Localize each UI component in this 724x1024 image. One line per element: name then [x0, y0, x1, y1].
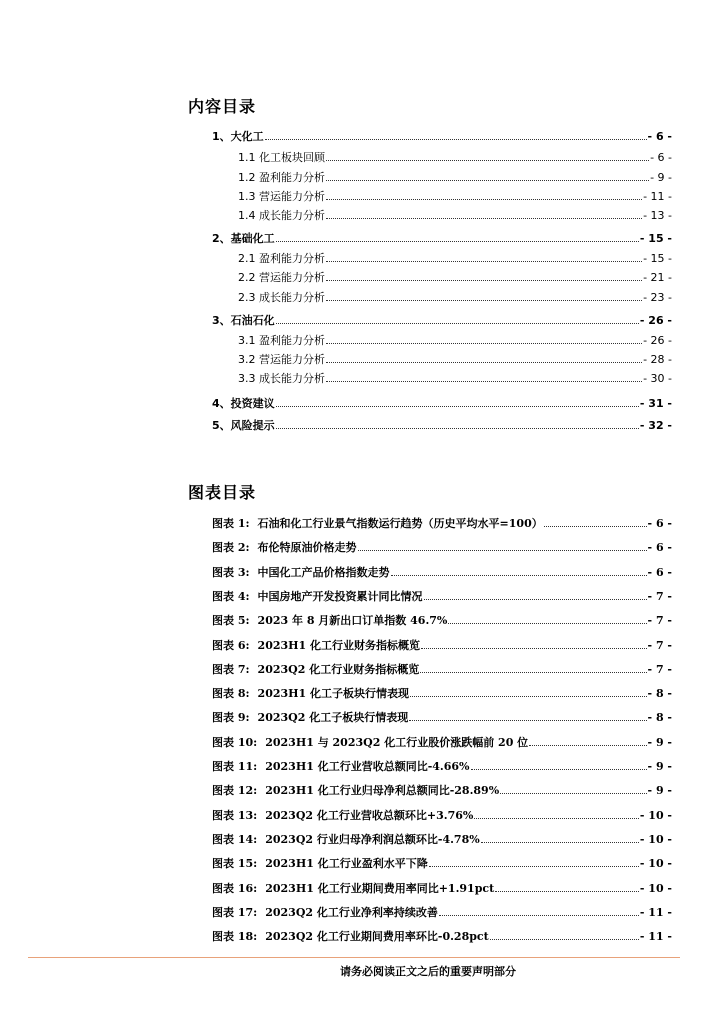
figure-page: - 7 -	[647, 614, 672, 628]
toc-entry-page: - 32 -	[639, 419, 672, 432]
toc-entry-label: 3.3 成长能力分析	[238, 372, 325, 385]
dot-leader	[420, 663, 646, 673]
figure-label: 石油和化工行业景气指数运行趋势（历史平均水平=100）	[257, 517, 543, 530]
figure-label: 2023Q2 化工子板块行情表现	[257, 711, 409, 725]
dot-leader	[326, 171, 649, 181]
dot-leader	[448, 614, 646, 624]
figure-label: 2023H1 化工行业财务指标概览	[257, 638, 421, 652]
toc-entry[interactable]	[238, 190, 672, 204]
toc-entry[interactable]	[238, 334, 672, 348]
figure-entry[interactable]	[212, 930, 672, 944]
dot-leader	[529, 736, 646, 746]
figure-page: - 7 -	[647, 589, 672, 603]
figure-entry[interactable]	[212, 882, 672, 896]
toc-entry[interactable]	[238, 209, 672, 223]
figure-number: 图表 8:	[212, 687, 250, 701]
toc-entry-label: 2.1 盈利能力分析	[238, 252, 325, 265]
figure-page: - 7 -	[647, 638, 672, 652]
toc-entry-page: - 30 -	[643, 372, 672, 385]
toc-entry[interactable]	[238, 372, 672, 386]
toc-entry-label: 1.1 化工板块回顾	[238, 151, 325, 164]
figure-label: 2023H1 化工行业期间费用率同比+1.91pct	[265, 881, 495, 895]
figure-page: - 11 -	[639, 930, 672, 944]
figure-number: 图表 6:	[212, 638, 250, 652]
dot-leader	[276, 397, 639, 407]
figure-number: 图表 12:	[212, 784, 258, 798]
dot-leader	[326, 353, 642, 363]
figure-page: - 9 -	[647, 735, 672, 749]
toc-entry[interactable]	[212, 314, 672, 328]
dot-leader	[326, 372, 642, 382]
figure-page: - 9 -	[647, 784, 672, 798]
figure-entry[interactable]	[212, 857, 672, 871]
dot-leader	[544, 517, 647, 527]
toc-entry[interactable]	[238, 271, 672, 285]
figure-page: - 8 -	[647, 687, 672, 701]
toc-entry[interactable]	[238, 252, 672, 266]
figure-number: 图表 7:	[212, 662, 250, 676]
footer-divider	[28, 957, 680, 958]
figure-page: - 10 -	[639, 808, 672, 822]
toc-entry-page: - 31 -	[639, 397, 672, 410]
toc-entry[interactable]	[238, 291, 672, 305]
figure-label: 2023H1 化工行业营收总额同比-4.66%	[265, 760, 470, 773]
figure-label: 布伦特原油价格走势	[257, 541, 357, 555]
dot-leader	[326, 334, 642, 344]
figure-entry[interactable]	[212, 760, 672, 774]
figure-entry[interactable]	[212, 566, 672, 580]
figure-page: - 6 -	[647, 517, 672, 530]
dot-leader	[391, 566, 647, 576]
figure-label: 2023H1 化工行业归母净利总额同比-28.89%	[265, 784, 500, 798]
figure-label: 中国化工产品价格指数走势	[257, 565, 390, 579]
dot-leader	[326, 252, 642, 262]
figure-label: 2023Q2 化工行业财务指标概览	[257, 662, 420, 676]
footer-disclaimer: 请务必阅读正文之后的重要声明部分	[340, 965, 516, 978]
dot-leader	[326, 209, 642, 219]
dot-leader	[358, 541, 647, 551]
toc-entry-label: 5、风险提示	[212, 419, 275, 432]
dot-leader	[326, 291, 642, 301]
dot-leader	[276, 232, 639, 242]
toc-entry[interactable]	[238, 171, 672, 185]
dot-leader	[471, 760, 647, 770]
dot-leader	[326, 151, 649, 161]
figure-label: 2023H1 化工子板块行情表现	[257, 687, 410, 701]
toc-entry-page: - 28 -	[643, 353, 672, 366]
dot-leader	[495, 882, 639, 892]
toc-entry[interactable]	[212, 130, 672, 144]
dot-leader	[326, 271, 642, 281]
toc-title: 内容目录	[188, 97, 257, 116]
figure-number: 图表 9:	[212, 711, 250, 725]
figure-number: 图表 18:	[212, 930, 258, 944]
figure-entry[interactable]	[212, 809, 672, 823]
toc-entry[interactable]	[238, 353, 672, 367]
figure-entry[interactable]	[212, 906, 672, 920]
figure-label: 2023Q2 化工行业期间费用率环比-0.28pct	[265, 930, 489, 944]
figure-number: 图表 13:	[212, 808, 258, 822]
toc-entry-page: - 26 -	[639, 314, 672, 327]
toc-entry[interactable]	[212, 232, 672, 246]
figure-label: 2023H1 与 2023Q2 化工行业股价涨跌幅前 20 位	[265, 735, 529, 749]
toc-entry-label: 3.1 盈利能力分析	[238, 334, 325, 347]
figure-number: 图表 2:	[212, 541, 250, 555]
figure-number: 图表 5:	[212, 614, 250, 628]
dot-leader	[410, 687, 647, 697]
figure-entry[interactable]	[212, 833, 672, 847]
toc-entry-label: 1.4 成长能力分析	[238, 209, 325, 222]
toc-entry-label: 1.2 盈利能力分析	[238, 171, 325, 184]
figure-entry[interactable]	[212, 517, 672, 531]
figures-title: 图表目录	[188, 483, 257, 502]
figure-entry[interactable]	[212, 711, 672, 725]
figure-entry[interactable]	[212, 736, 672, 750]
figure-page: - 6 -	[647, 541, 672, 555]
figure-page: - 8 -	[647, 711, 672, 725]
figure-number: 图表 11:	[212, 760, 258, 773]
toc-entry-label: 3.2 营运能力分析	[238, 353, 325, 366]
toc-entry-page: - 6 -	[650, 151, 672, 164]
toc-entry-label: 2.2 营运能力分析	[238, 271, 325, 284]
figure-page: - 10 -	[639, 832, 672, 846]
dot-leader	[276, 419, 639, 429]
figure-page: - 9 -	[647, 760, 672, 773]
figure-label: 2023H1 化工行业盈利水平下降	[265, 857, 428, 871]
figure-page: - 6 -	[647, 565, 672, 579]
figure-number: 图表 14:	[212, 832, 258, 846]
figure-number: 图表 1:	[212, 517, 250, 530]
dot-leader	[490, 930, 639, 940]
figure-number: 图表 10:	[212, 735, 258, 749]
toc-entry-page: - 11 -	[643, 190, 672, 203]
toc-entry[interactable]	[212, 397, 672, 411]
figure-entry[interactable]	[212, 663, 672, 677]
dot-leader	[421, 639, 647, 649]
figure-page: - 10 -	[639, 857, 672, 871]
toc-entry-page: - 13 -	[643, 209, 672, 222]
toc-entry-label: 3、石油石化	[212, 314, 275, 327]
toc-entry-label: 2、基础化工	[212, 232, 275, 245]
toc-entry-label: 2.3 成长能力分析	[238, 291, 325, 304]
toc-entry-label: 1、大化工	[212, 130, 264, 143]
dot-leader	[424, 590, 647, 600]
figure-entry[interactable]	[212, 614, 672, 628]
figure-label: 2023 年 8 月新出口订单指数 46.7%	[257, 614, 448, 628]
dot-leader	[326, 190, 642, 200]
figure-page: - 11 -	[639, 905, 672, 919]
figure-label: 2023Q2 化工行业净利率持续改善	[265, 905, 438, 919]
toc-entry-page: - 6 -	[647, 130, 672, 143]
figure-label: 2023Q2 行业归母净利润总额环比-4.78%	[265, 832, 480, 846]
toc-entry[interactable]	[212, 419, 672, 433]
figure-entry[interactable]	[212, 590, 672, 604]
figure-number: 图表 15:	[212, 857, 258, 871]
figure-entry[interactable]	[212, 541, 672, 555]
figure-number: 图表 17:	[212, 905, 258, 919]
figure-page: - 10 -	[639, 881, 672, 895]
toc-entry-page: - 26 -	[643, 334, 672, 347]
figure-label: 中国房地产开发投资累计同比情况	[257, 589, 423, 603]
toc-entry-label: 1.3 营运能力分析	[238, 190, 325, 203]
figure-number: 图表 16:	[212, 881, 258, 895]
dot-leader	[474, 809, 639, 819]
figure-label: 2023Q2 化工行业营收总额环比+3.76%	[265, 808, 474, 822]
figure-page: - 7 -	[647, 662, 672, 676]
toc-entry-page: - 23 -	[643, 291, 672, 304]
dot-leader	[481, 833, 639, 843]
figure-number: 图表 4:	[212, 589, 250, 603]
dot-leader	[276, 314, 639, 324]
toc-entry-page: - 21 -	[643, 271, 672, 284]
toc-entry-label: 4、投资建议	[212, 397, 275, 410]
dot-leader	[265, 130, 647, 140]
dot-leader	[500, 784, 646, 794]
dot-leader	[429, 857, 639, 867]
figure-entry[interactable]	[212, 784, 672, 798]
figure-number: 图表 3:	[212, 565, 250, 579]
toc-entry[interactable]	[238, 151, 672, 165]
figure-entry[interactable]	[212, 687, 672, 701]
toc-entry-page: - 15 -	[639, 232, 672, 245]
figure-entry[interactable]	[212, 639, 672, 653]
toc-entry-page: - 9 -	[650, 171, 672, 184]
dot-leader	[409, 711, 646, 721]
toc-entry-page: - 15 -	[643, 252, 672, 265]
dot-leader	[439, 906, 639, 916]
